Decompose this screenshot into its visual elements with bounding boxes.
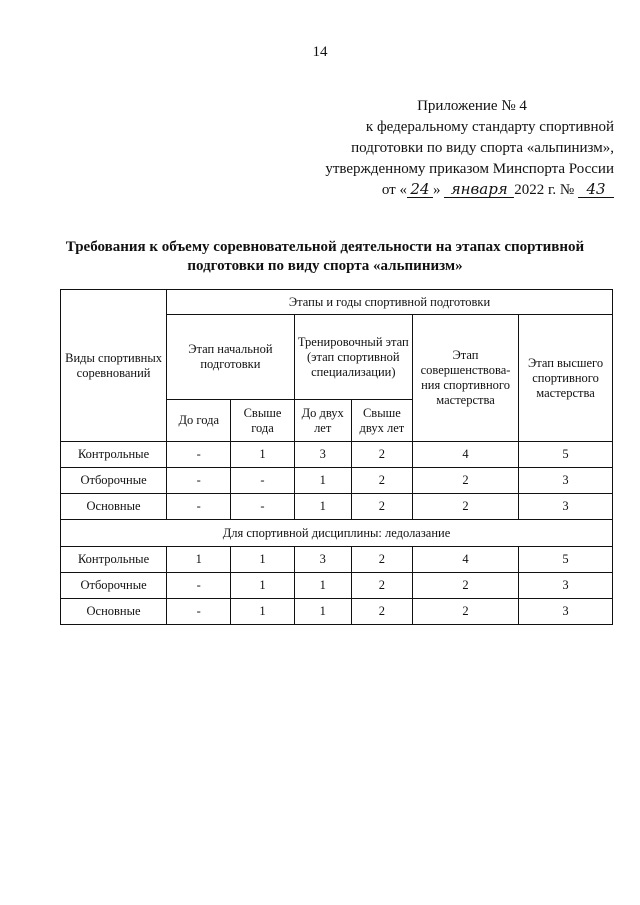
handwritten-day: 24 bbox=[407, 181, 433, 198]
row-type: Отборочные bbox=[61, 573, 167, 599]
table-cell: 3 bbox=[519, 468, 613, 494]
header-competition-types: Виды спортивных соревнований bbox=[61, 290, 167, 442]
requirements-table bbox=[60, 289, 613, 625]
row-type: Контрольные bbox=[61, 442, 167, 468]
document-title-line-1: Требования к объему соревновательной деятельности на этапах спортивной bbox=[65, 239, 585, 255]
handwritten-order-number: 43 bbox=[578, 181, 614, 198]
table-cell: - bbox=[231, 494, 294, 520]
table-cell: 1 bbox=[167, 547, 231, 573]
table-cell: - bbox=[167, 599, 231, 625]
table-row bbox=[61, 468, 613, 494]
table-cell: - bbox=[167, 442, 231, 468]
document-title bbox=[40, 238, 610, 276]
table-cell: 2 bbox=[412, 573, 518, 599]
table-cell: 5 bbox=[519, 547, 613, 573]
header-stages: Этапы и годы спортивной подготовки bbox=[167, 290, 613, 315]
row-type: Основные bbox=[61, 599, 167, 625]
document-title-line-2: подготовки по виду спорта «альпинизм» bbox=[187, 258, 463, 274]
header-initial-over-year: Свыше года bbox=[231, 400, 294, 442]
table-row bbox=[61, 573, 613, 599]
header-initial-up-to-year: До года bbox=[167, 400, 231, 442]
table-cell: 5 bbox=[519, 442, 613, 468]
handwritten-month: января bbox=[444, 181, 514, 198]
appendix-date-line bbox=[300, 180, 614, 201]
table-cell: 1 bbox=[231, 547, 294, 573]
table-cell: - bbox=[167, 573, 231, 599]
table-cell: 2 bbox=[351, 599, 412, 625]
table-cell: 1 bbox=[294, 494, 351, 520]
appendix-block bbox=[300, 96, 614, 201]
table-cell: 3 bbox=[294, 442, 351, 468]
table-row bbox=[61, 599, 613, 625]
table-cell: 1 bbox=[231, 573, 294, 599]
table-cell: 4 bbox=[412, 547, 518, 573]
table-cell: 1 bbox=[294, 468, 351, 494]
header-stage-initial: Этап начальной подготовки bbox=[167, 315, 295, 400]
row-type: Основные bbox=[61, 494, 167, 520]
table-cell: 1 bbox=[231, 442, 294, 468]
row-type: Контрольные bbox=[61, 547, 167, 573]
appendix-line-2: подготовки по виду спорта «альпинизм», bbox=[351, 140, 614, 156]
table-cell: 2 bbox=[351, 547, 412, 573]
table-cell: 3 bbox=[519, 599, 613, 625]
header-stage-training: Тренировочный этап (этап спортивной специализации) bbox=[294, 315, 412, 400]
row-type: Отборочные bbox=[61, 468, 167, 494]
table-cell: - bbox=[231, 468, 294, 494]
table-cell: 2 bbox=[351, 573, 412, 599]
table-row bbox=[61, 494, 613, 520]
appendix-line-3: утвержденному приказом Минспорта России bbox=[325, 161, 614, 177]
appendix-title: Приложение № 4 bbox=[417, 98, 527, 114]
table-cell: 2 bbox=[351, 494, 412, 520]
table-cell: 3 bbox=[519, 494, 613, 520]
header-training-over-two: Свыше двух лет bbox=[351, 400, 412, 442]
table-cell: 2 bbox=[351, 442, 412, 468]
table-cell: 2 bbox=[351, 468, 412, 494]
table-cell: 2 bbox=[412, 494, 518, 520]
section-ice-climbing: Для спортивной дисциплины: ледолазание bbox=[61, 520, 613, 547]
table-cell: 2 bbox=[412, 599, 518, 625]
table-cell: - bbox=[167, 468, 231, 494]
table-cell: 1 bbox=[294, 573, 351, 599]
header-stage-highest: Этап высшего спортивного мастерства bbox=[519, 315, 613, 442]
table-row bbox=[61, 547, 613, 573]
date-year: 2022 г. № bbox=[514, 182, 575, 198]
header-stage-improvement: Этап совершенствова-ния спортивного мастерства bbox=[412, 315, 518, 442]
appendix-line-1: к федеральному стандарту спортивной bbox=[365, 119, 614, 135]
date-prefix: от « bbox=[381, 182, 407, 198]
header-training-up-to-two: До двух лет bbox=[294, 400, 351, 442]
table-cell: - bbox=[167, 494, 231, 520]
date-mid: » bbox=[432, 182, 441, 198]
table-cell: 3 bbox=[519, 573, 613, 599]
table-cell: 3 bbox=[294, 547, 351, 573]
table-cell: 4 bbox=[412, 442, 518, 468]
table-cell: 1 bbox=[231, 599, 294, 625]
table-cell: 2 bbox=[412, 468, 518, 494]
page-number: 14 bbox=[312, 44, 328, 60]
table-cell: 1 bbox=[294, 599, 351, 625]
table-row bbox=[61, 442, 613, 468]
